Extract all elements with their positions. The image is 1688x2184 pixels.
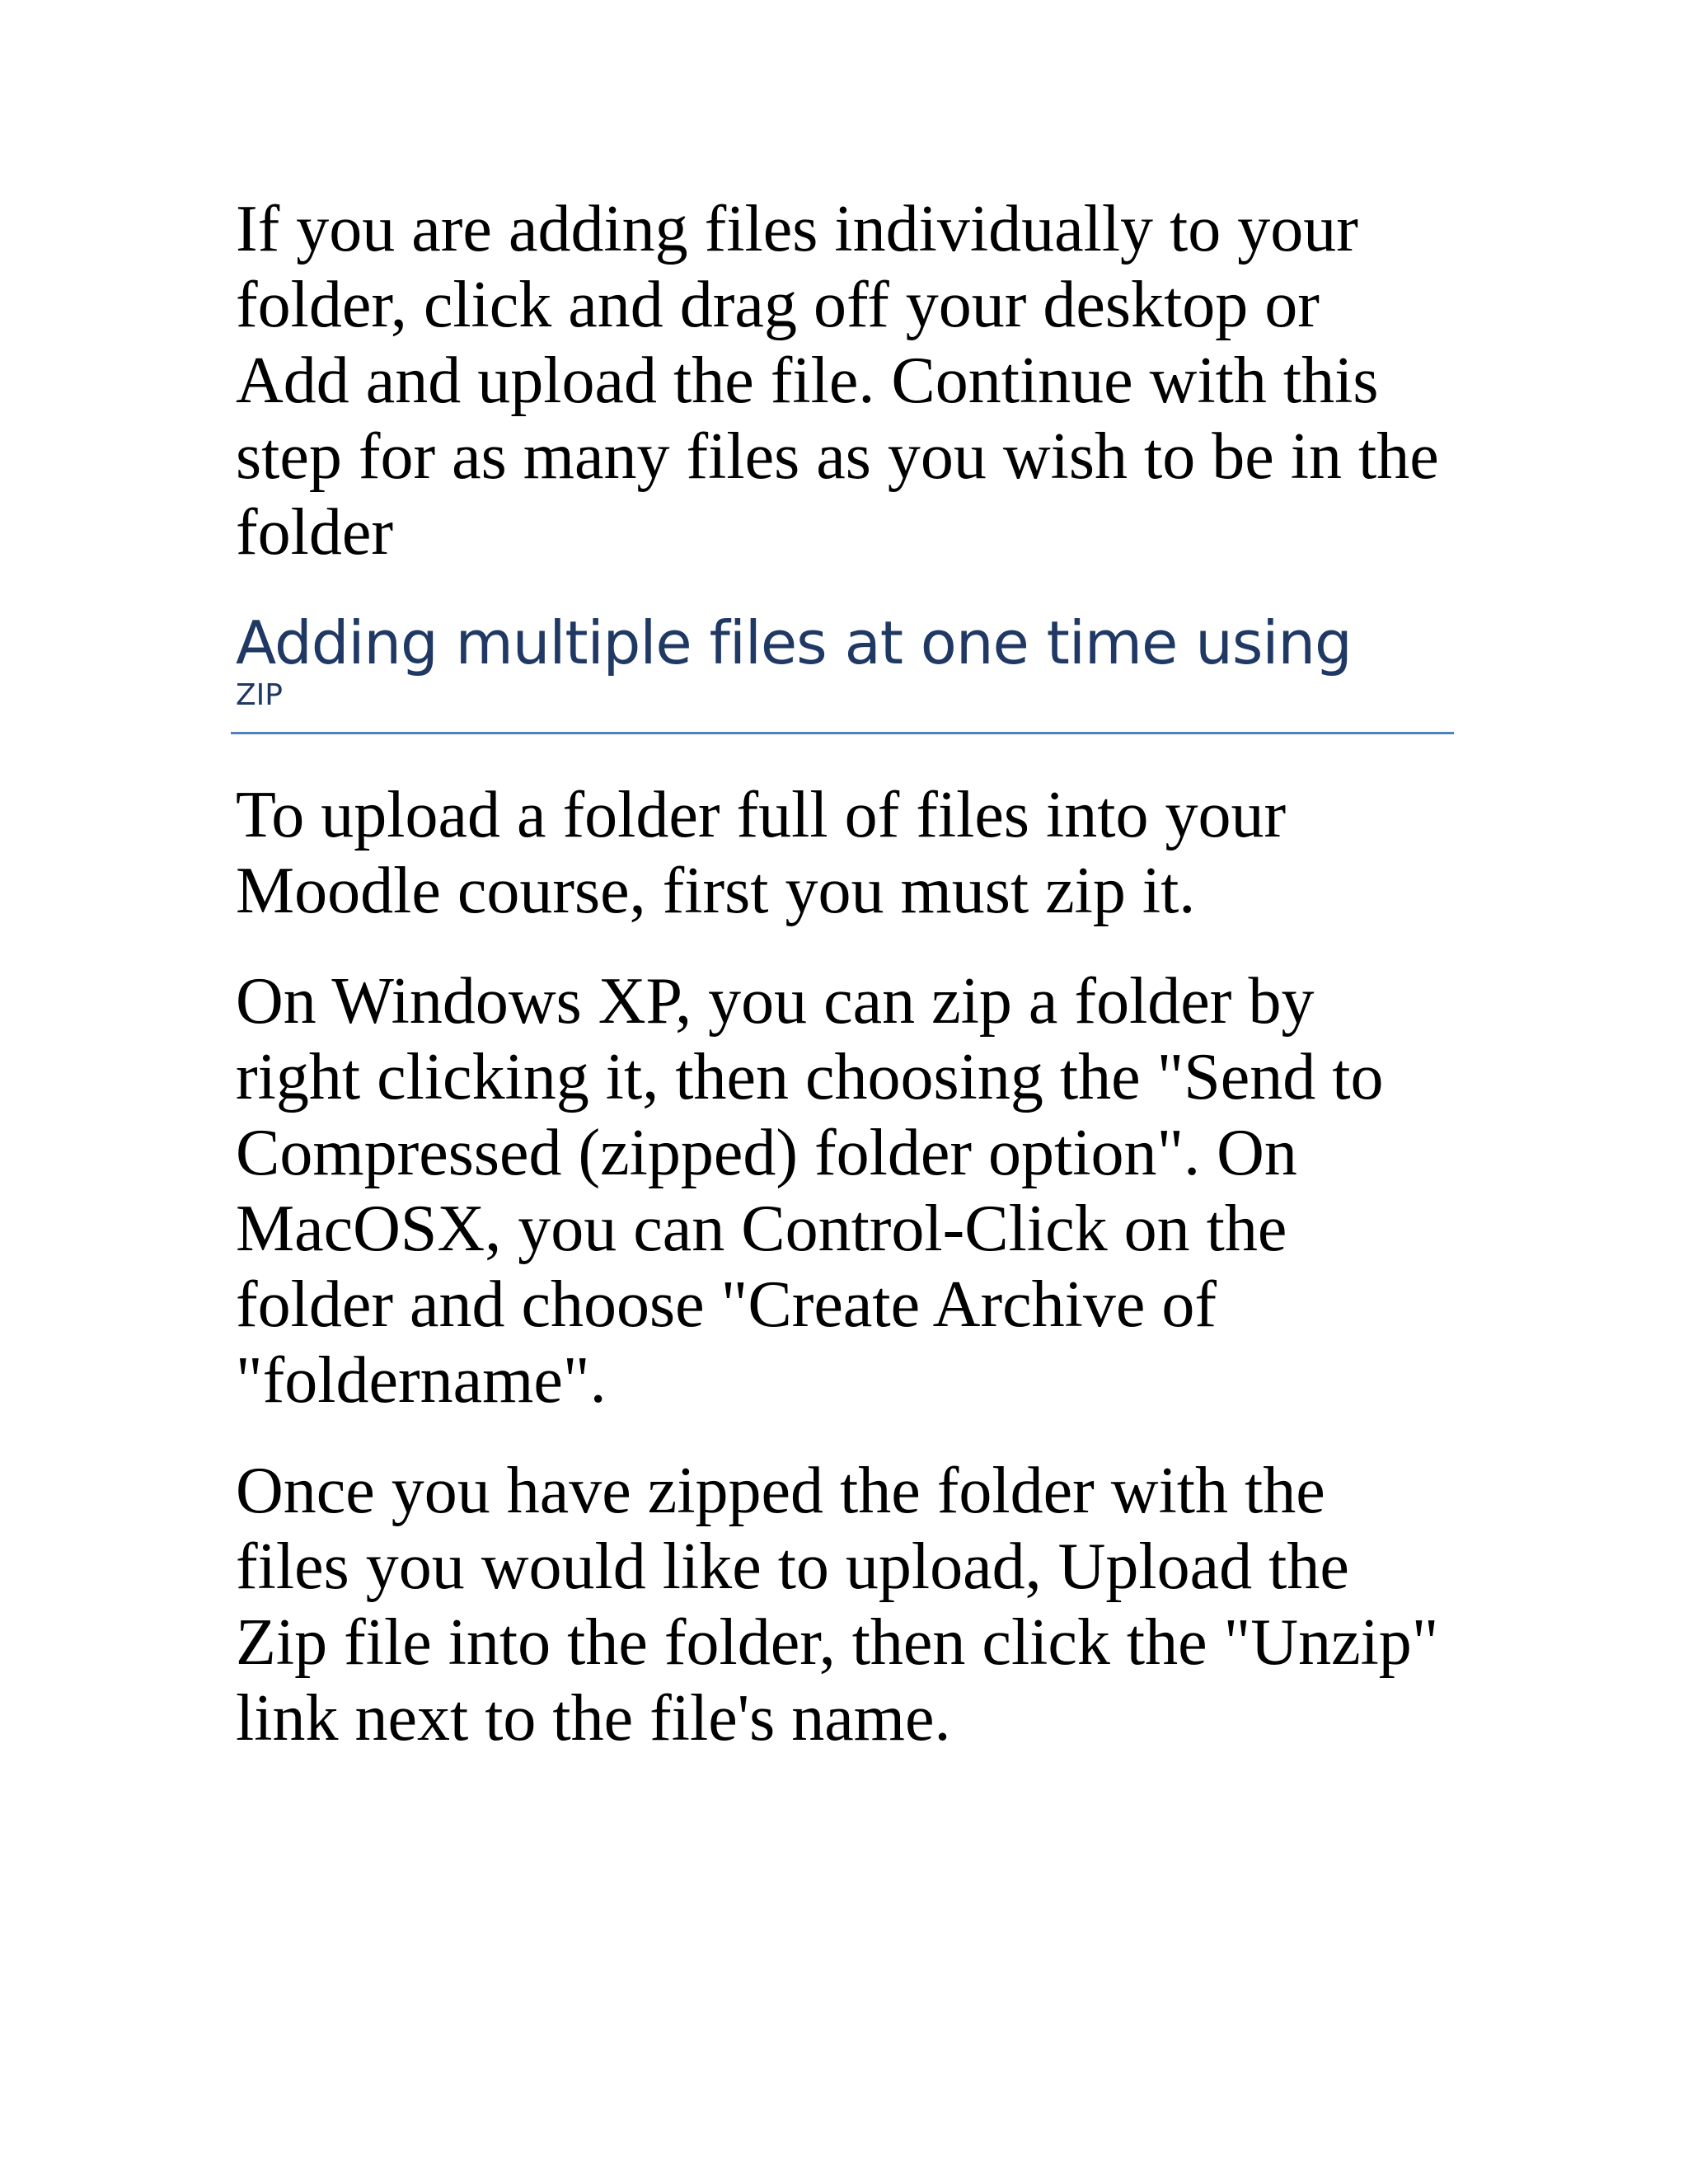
document-body	[236, 191, 1456, 1756]
section-heading-subtitle: ZIP	[236, 678, 283, 712]
paragraph-zip-instructions: On Windows XP, you can zip a folder by right clicking it, then choosing the "Send to Compressed (zipped) folder option". On MacOSX, you can Control-Click on the folder and choose "Create Archive of "foldername".	[236, 965, 1384, 1417]
paragraph-adding-files-individually: If you are adding files individually to your folder, click and drag off your desktop or Add and upload the file. Continue with this step for as many files as you wish to be in the folder	[236, 193, 1439, 569]
paragraph-unzip-instructions: Once you have zipped the folder with the files you would like to upload, Upload the Zip file into the folder, then click the "Unzip" link next to the file's name.	[236, 1455, 1439, 1755]
section-heading-title: Adding multiple files at one time using	[236, 608, 1352, 677]
section-heading	[231, 607, 1454, 734]
paragraph-upload-folder-intro: To upload a folder full of files into your Moodle course, first you must zip it.	[236, 779, 1287, 927]
